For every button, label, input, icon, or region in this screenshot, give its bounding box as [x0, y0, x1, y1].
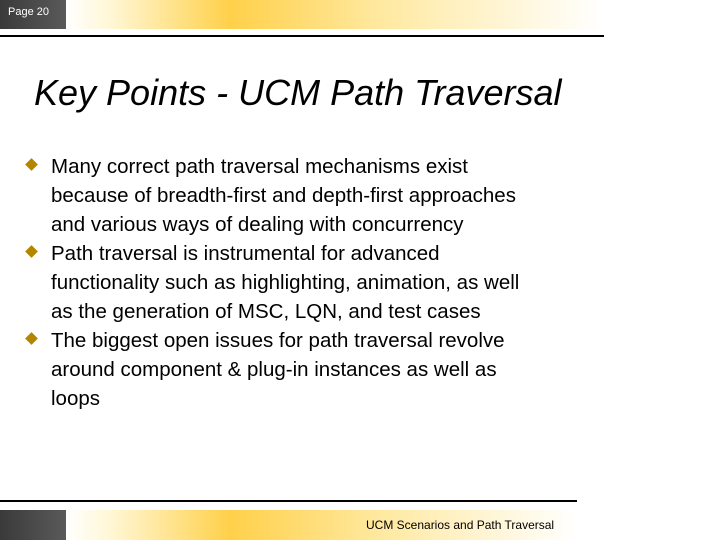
bullet-line: because of breadth-first and depth-first approaches: [51, 184, 516, 207]
bullet-line: and various ways of dealing with concurrency: [51, 213, 464, 236]
bullet-line: functionality such as highlighting, animation, as well: [51, 271, 520, 294]
bullet-line: Path traversal is instrumental for advanced: [51, 242, 440, 265]
footer-rule: [0, 500, 577, 502]
bullet-item: [24, 326, 624, 413]
diamond-bullet-icon: [25, 158, 38, 171]
bullet-item: [24, 239, 624, 326]
bullet-line: loops: [51, 387, 101, 410]
diamond-bullet-icon: [25, 332, 38, 345]
bullet-line: Many correct path traversal mechanisms exist: [51, 155, 468, 178]
slide-title: Key Points - UCM Path Traversal: [34, 72, 562, 113]
header-rule: [0, 35, 604, 37]
diamond-bullet-icon: [25, 245, 38, 258]
bullet-line: The biggest open issues for path traversal revolve: [51, 329, 505, 352]
footer-text: UCM Scenarios and Path Traversal: [366, 518, 555, 532]
header-band: [0, 0, 602, 29]
bullet-line: as the generation of MSC, LQN, and test cases: [51, 300, 481, 323]
bullet-list: [24, 152, 624, 413]
bullet-line: around component & plug-in instances as well as: [51, 358, 497, 381]
page-number-label: Page 20: [8, 6, 49, 18]
bullet-item: [24, 152, 624, 239]
